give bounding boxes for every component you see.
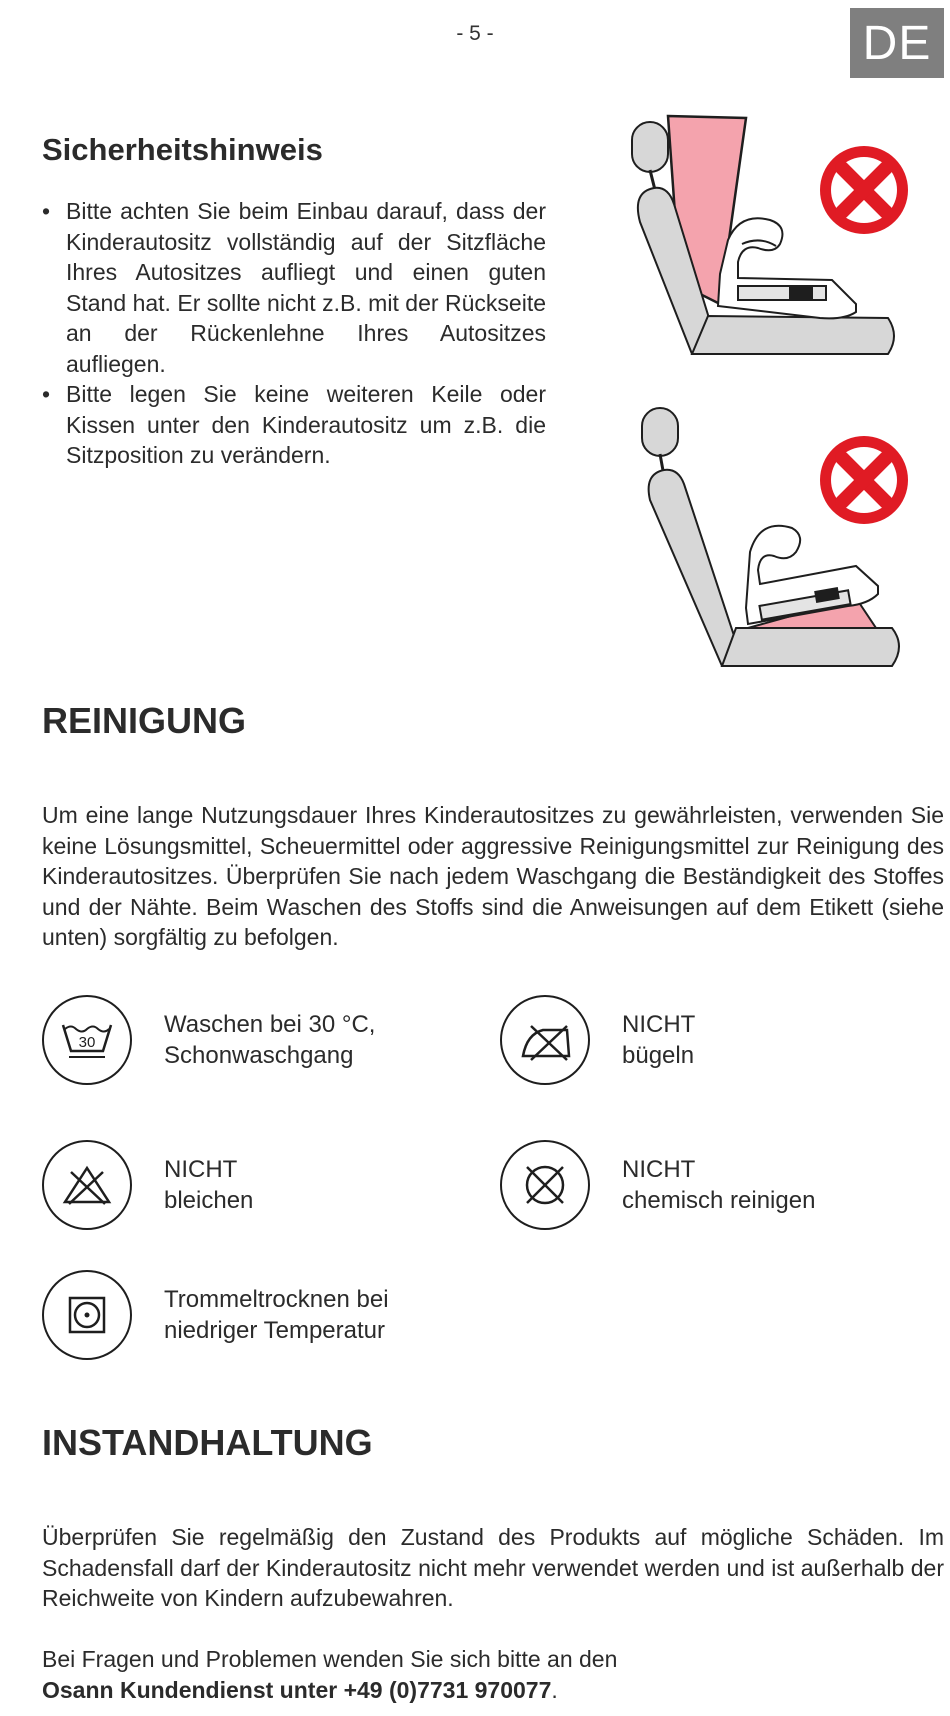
incorrect-mark-icon xyxy=(820,436,908,524)
contact-prefix: Bei Fragen und Problemen wenden Sie sich bitte an den xyxy=(42,1646,618,1672)
care-item-ironing xyxy=(500,995,695,1085)
safety-title: Sicherheitshinweis xyxy=(42,132,323,167)
wash-30-icon xyxy=(42,995,132,1085)
care-label-line2: chemisch reinigen xyxy=(622,1187,816,1214)
no-ironing-icon xyxy=(500,995,590,1085)
cleaning-title: REINIGUNG xyxy=(42,700,247,741)
care-item-dry-clean xyxy=(500,1140,815,1230)
incorrect-installation-illustration xyxy=(620,108,920,668)
maintenance-text: Überprüfen Sie regelmäßig den Zustand des Produkts auf mögliche Schäden. Im Schadensfall darf der Kinderautositz nicht mehr verwendet werden und ist außerhalb der Reichweite von Kindern aufzubewahren. xyxy=(42,1524,944,1611)
care-label-line1: Trommeltrocknen bei xyxy=(164,1286,389,1313)
care-item-bleach xyxy=(42,1140,253,1230)
wash-temperature: 30 xyxy=(78,1034,96,1051)
list-item: • Bitte achten Sie beim Einbau darauf, dass der Kinderautositz vollständig auf der Sitzfläche Ihres Autositzes aufliegt und einen guten Stand hat. Er sollte nicht z.B. mit der Rückseite an der Rückenlehne Ihres Autositzes aufliegen. xyxy=(42,196,546,379)
language-badge: DE xyxy=(850,8,944,78)
list-item: • Bitte legen Sie keine weiteren Keile oder Kissen unter den Kinderautositz um z.B. die Sitzposition zu verändern. xyxy=(42,379,546,471)
care-label-line2: niedriger Temperatur xyxy=(164,1317,386,1344)
care-label-line1: Waschen bei 30 °C, xyxy=(164,1011,376,1038)
incorrect-mark-icon xyxy=(820,146,908,234)
care-item-tumble-dry xyxy=(42,1270,389,1360)
no-dry-clean-icon xyxy=(500,1140,590,1230)
care-item-wash xyxy=(42,995,375,1085)
customer-service-phone: Osann Kundendienst unter +49 (0)7731 970077 xyxy=(42,1676,552,1703)
care-label-line1: NICHT xyxy=(622,1011,696,1038)
safety-bullet-list xyxy=(42,196,546,471)
care-label-line1: NICHT xyxy=(622,1156,696,1183)
care-label-line1: NICHT xyxy=(164,1156,238,1183)
seat-with-wedge-illustration xyxy=(642,408,908,666)
seat-with-backrest-gap-illustration xyxy=(632,116,908,354)
contact-info xyxy=(42,1644,944,1705)
page-number: - 5 - xyxy=(456,22,494,45)
contact-suffix: . xyxy=(551,1676,558,1703)
care-label-line2: Schonwaschgang xyxy=(164,1042,354,1069)
maintenance-title: INSTANDHALTUNG xyxy=(42,1422,373,1463)
care-label-line2: bügeln xyxy=(622,1042,695,1069)
care-label-line2: bleichen xyxy=(164,1187,254,1214)
no-bleach-icon xyxy=(42,1140,132,1230)
cleaning-text: Um eine lange Nutzungsdauer Ihres Kinderautositzes zu gewährleisten, verwenden Sie keine Lösungsmittel, Scheuermittel oder aggressive Reinigungsmittel zur Reinigung des Kinderautositzes. Überprüfen Sie nach jedem Waschgang die Beständigkeit des Stoffes und der Nähte. Beim Waschen des Stoffs sind die Anweisungen auf dem Etikett (siehe unten) sorgfältig zu befolgen. xyxy=(42,802,944,950)
tumble-dry-low-icon xyxy=(42,1270,132,1360)
